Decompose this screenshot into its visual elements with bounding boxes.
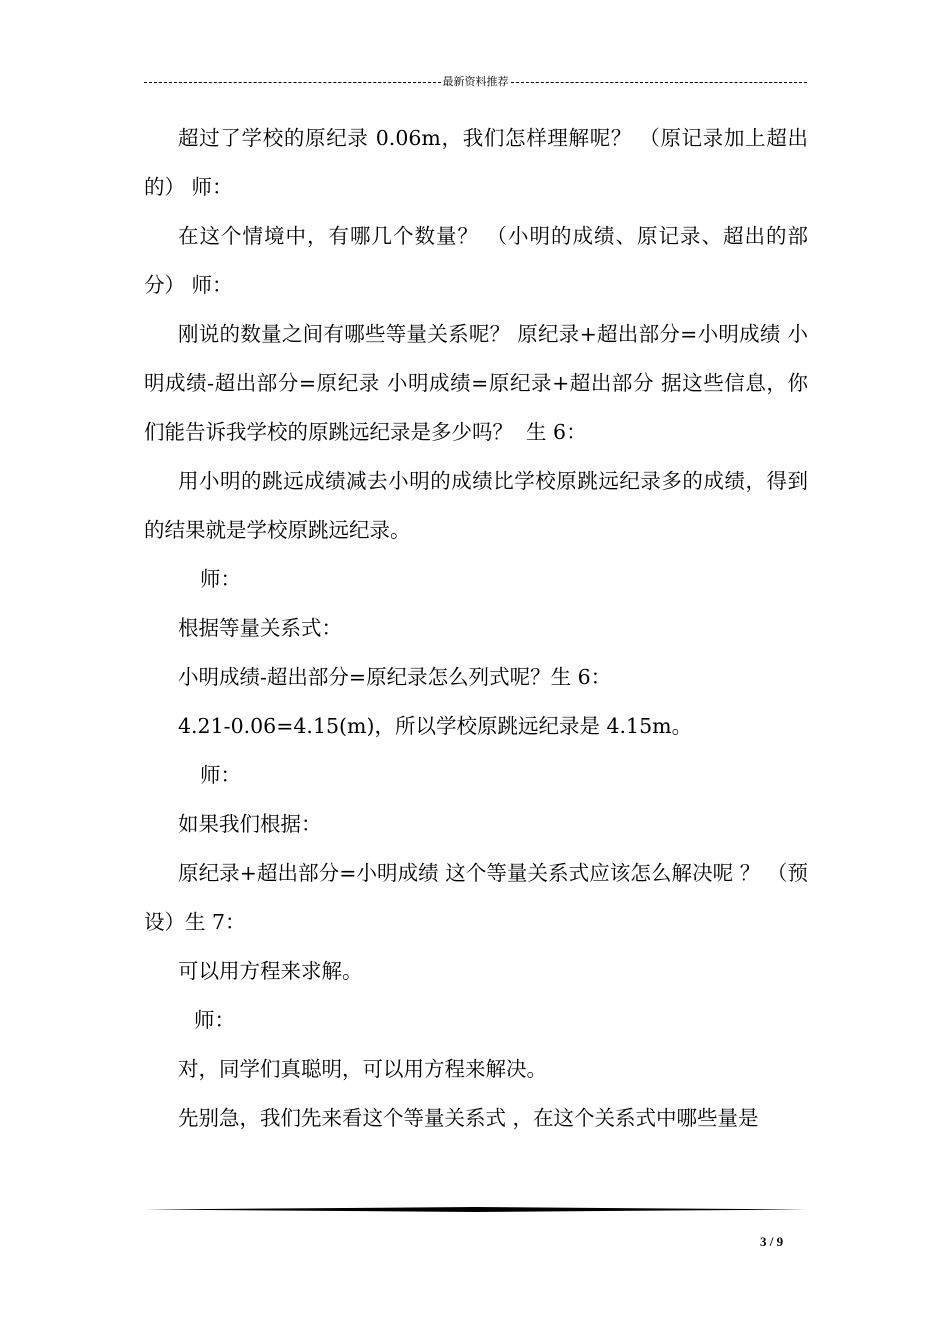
page-header xyxy=(144,72,807,92)
paragraph: 如果我们根据： xyxy=(178,812,322,836)
header-dash-right xyxy=(511,82,808,83)
paragraph: 在这个情境中，有哪几个数量？ （小明的成绩、原记录、超出的部分） 师： xyxy=(144,224,808,297)
paragraph: 先别急，我们先来看这个等量关系式 ，在这个关系式中哪些量是 xyxy=(178,1106,759,1130)
paragraph: 根据等量关系式： xyxy=(178,616,342,640)
paragraph: 对，同学们真聪明，可以用方程来解决。 xyxy=(178,1057,547,1081)
paragraph: 刚说的数量之间有哪些等量关系呢？ 原纪录+超出部分=小明成绩 小明成绩-超出部分=原纪录 小明成绩=原纪录+超出部分 据这些信息，你们能告诉我学校的原跳远纪录是多少吗？ 生 6： xyxy=(144,322,808,444)
speaker-line: 师： xyxy=(200,567,241,591)
paragraph: 小明成绩-超出部分=原纪录怎么列式呢？生 6： xyxy=(178,665,612,689)
header-dash-left xyxy=(144,82,441,83)
speaker-line: 师： xyxy=(194,1008,235,1032)
paragraph: 原纪录+超出部分=小明成绩 这个等量关系式应该怎么解决呢 ？ （预设）生 7： xyxy=(144,861,808,934)
header-label: 最新资料推荐 xyxy=(442,75,509,88)
paragraph: 用小明的跳远成绩减去小明的成绩比学校原跳远纪录多的成绩，得到的结果就是学校原跳远纪录。 xyxy=(144,469,808,542)
document-body xyxy=(144,114,808,1143)
paragraph: 4.21-0.06=4.15(m)，所以学校原跳远纪录是 4.15m。 xyxy=(178,714,693,738)
paragraph: 可以用方程来求解。 xyxy=(178,959,363,983)
page-number: 3 / 9 xyxy=(760,1234,784,1249)
speaker-line: 师： xyxy=(200,763,241,787)
footer-rule xyxy=(144,1207,807,1212)
paragraph: 超过了学校的原纪录 0.06m，我们怎样理解呢？ （原记录加上超出的） 师： xyxy=(144,126,808,199)
